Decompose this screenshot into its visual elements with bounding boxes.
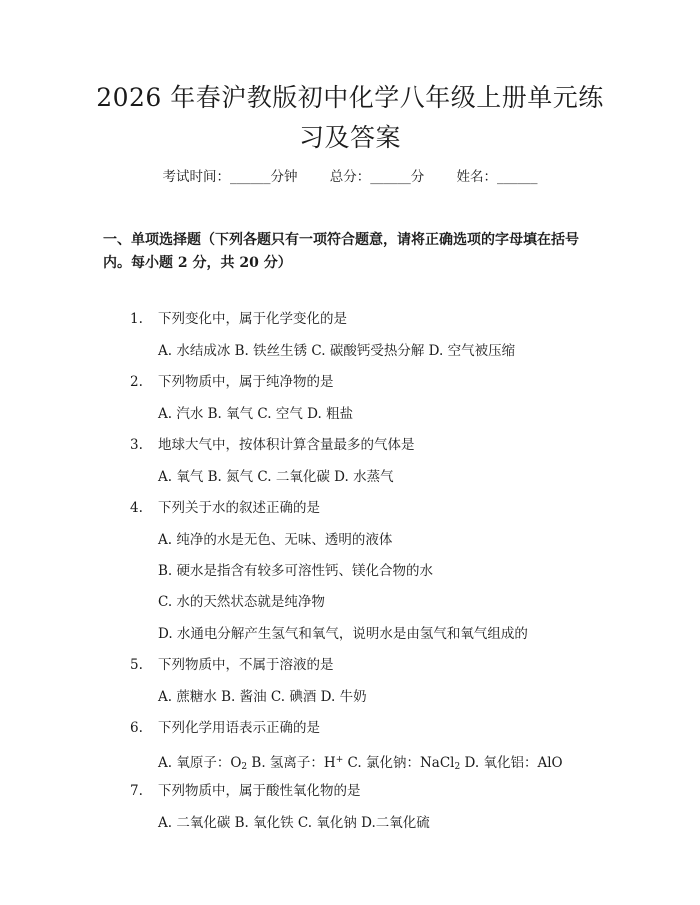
exam-time-field: 考试时间：______分钟 bbox=[162, 169, 298, 185]
question-stem bbox=[130, 372, 610, 392]
option-c: C. 水的天然状态就是纯净物 bbox=[158, 594, 325, 610]
exam-info-bar bbox=[0, 167, 700, 187]
section-heading bbox=[103, 229, 593, 275]
question-options: A. 水结成冰 B. 铁丝生锈 C. 碳酸钙受热分解 D. 空气被压缩 bbox=[158, 343, 516, 359]
option-d: D. 氧化铝：AlO bbox=[460, 755, 563, 771]
question-stem bbox=[130, 718, 610, 738]
subscript: 2 bbox=[454, 762, 461, 772]
question-text: 地球大气中，按体积计算含量最多的气体是 bbox=[158, 437, 415, 453]
section-heading-line-2: 内。每小题 2 分，共 20 分） bbox=[103, 255, 292, 271]
question-stem bbox=[130, 309, 610, 329]
total-score-field: 总分：______分 bbox=[329, 169, 425, 185]
question-stem bbox=[130, 781, 610, 801]
title-line-2: 习及答案 bbox=[298, 123, 401, 152]
question-number: 4. bbox=[130, 500, 143, 516]
question-text: 下列物质中，不属于溶液的是 bbox=[158, 657, 334, 673]
question-options: A. 氧气 B. 氮气 C. 二氧化碳 D. 水蒸气 bbox=[158, 469, 394, 485]
question-text: 下列物质中，属于酸性氧化物的是 bbox=[158, 783, 361, 799]
page-title bbox=[70, 78, 630, 158]
question-stem bbox=[130, 498, 610, 518]
question-number: 3. bbox=[130, 437, 143, 453]
option-c: C. 氯化钠：NaCl bbox=[343, 755, 455, 771]
option-b: B. 硬水是指含有较多可溶性钙、镁化合物的水 bbox=[158, 563, 434, 579]
subscript: 2 bbox=[241, 762, 248, 772]
title-line-1: 2026 年春沪教版初中化学八年级上册单元练 bbox=[96, 83, 604, 112]
question-text: 下列变化中，属于化学变化的是 bbox=[158, 311, 347, 327]
question-options bbox=[158, 750, 618, 777]
question-stem bbox=[130, 435, 610, 455]
superscript: + bbox=[335, 755, 344, 765]
question-options: A. 二氧化碳 B. 氧化铁 C. 氧化钠 D.二氧化硫 bbox=[158, 815, 430, 831]
question-text: 下列化学用语表示正确的是 bbox=[158, 720, 320, 736]
option-a: A. 纯净的水是无色、无味、透明的液体 bbox=[158, 532, 393, 548]
question-number: 6. bbox=[130, 720, 143, 736]
question-options: A. 蔗糖水 B. 酱油 C. 碘酒 D. 牛奶 bbox=[158, 689, 367, 705]
question-options: A. 汽水 B. 氧气 C. 空气 D. 粗盐 bbox=[158, 406, 354, 422]
option-b: B. 氢离子：H bbox=[247, 755, 336, 771]
question-text: 下列物质中，属于纯净物的是 bbox=[158, 374, 334, 390]
question-number: 1. bbox=[130, 311, 143, 327]
option-a: A. 氧原子：O bbox=[158, 755, 242, 771]
question-number: 5. bbox=[130, 657, 143, 673]
question-number: 2. bbox=[130, 374, 143, 390]
section-heading-line-1: 一、单项选择题（下列各题只有一项符合题意，请将正确选项的字母填在括号 bbox=[103, 232, 579, 248]
question-stem bbox=[130, 655, 610, 675]
question-text: 下列关于水的叙述正确的是 bbox=[158, 500, 320, 516]
option-d: D. 水通电分解产生氢气和氧气，说明水是由氢气和氧气组成的 bbox=[158, 626, 528, 642]
student-name-field: 姓名：______ bbox=[456, 169, 538, 185]
question-number: 7. bbox=[130, 783, 143, 799]
